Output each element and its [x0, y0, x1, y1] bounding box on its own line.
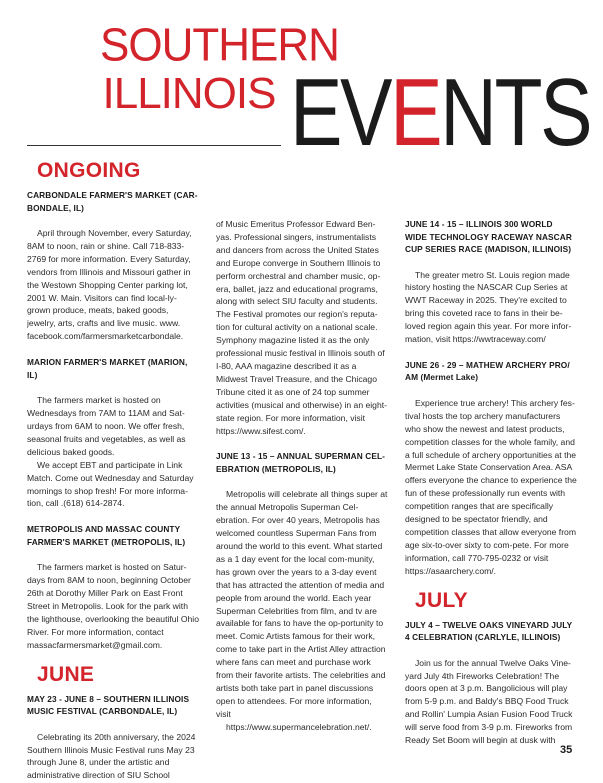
event-body: The greater metro St. Louis region made history hosting the NASCAR Cup Series at WWT Raceway in 2025. They're excited to bring this coveted race to fans in their be-loved region again this year. For more infor-mation, visit https://wwtraceway.com/ — [405, 269, 572, 345]
event-body: Experience true archery! This archery fes-tival hosts the top archery manufacturers who show the newest and latest products, competition classes for the whole family, and a full schedule of archery opportunities at the Mermet Lake State Conservation Area. ASA offers everyone the chance to experience the fun of these professionally run events with competition ranges that are specifically designed to be spectator friendly, and competition classes that allow everyone from age six-to-over sixty to com-pete. For more information, call 770-795-0232 or visit https://asaarchery.com/. — [405, 397, 577, 576]
column-1 — [27, 158, 199, 782]
heading-june: JUNE — [37, 662, 95, 686]
event-title: JULY 4 – TWELVE OAKS VINEYARD JULY 4 CELEBRATION (CARLYLE, ILLINOIS) — [405, 619, 573, 643]
event-body: We accept EBT and participate in Link Match. Come out Wednesday and Saturday mornings to shop fresh! For more informa-tion, call .(618) 614-2874. — [27, 459, 194, 509]
event-title: CARBONDALE FARMER'S MARKET (CAR-BONDALE, IL) — [27, 190, 198, 213]
event-body: The farmers market is hosted on Satur-days from 8AM to noon, beginning October 26th at Dorothy Miller Park on East Front Street in Metropolis. Look for the park with the lighthouse, overlooking the beautiful Ohio River. For more information, contact massacfarmersmarket@gmail.com. — [27, 562, 199, 650]
column-2 — [216, 218, 388, 734]
event-title: MAY 23 - JUNE 8 – SOUTHERN ILLINOIS MUSIC FESTIVAL (CARBONDALE, IL) — [27, 693, 190, 717]
event-body: Celebrating its 20th anniversary, the 2024 Southern Illinois Music Festival runs May 23 through June 8, under the artistic and administrative direction of SIU School — [27, 731, 196, 781]
event-body: April through November, every Saturday, 8AM to noon, rain or shine. Call 718-833-2769 for more information. Every Saturday, vendors from Illinois and Missouri gather in the Westown Shopping Center parking lot, 2001 W. Main. Visitors can find local-ly-grown produce, meats, baked goods, jewelry, arts, crafts and live music. www. facebook.com/farmersmarketcarbondale. — [27, 228, 192, 342]
event-body: Join us for the annual Twelve Oaks Vine-yard July 4th Fireworks Celebration! The doors open at 3 p.m. Bangolicious will play from 5-9 p.m. and Baldy's BBQ Food Truck and Rollin' Lumpia Asian Fusion Food Truck will serve food from 3-9 p.m. Fireworks from Ready Set Boom will begin at dusk with — [405, 657, 573, 746]
event-title: METROPOLIS AND MASSAC COUNTY FARMER'S MARKET (METROPOLIS, IL) — [27, 524, 186, 547]
event-title: MARION FARMER'S MARKET (MARION, IL) — [27, 357, 188, 380]
heading-ongoing: ONGOING — [37, 159, 141, 182]
events-title-part3: NTS — [440, 59, 591, 166]
event-body: The farmers market is hosted on Wednesdays from 7AM to 11AM and Sat-urdays from 6AM to noon. We offer fresh, seasonal fruits and vegetables, as well as delicious baked goods. — [27, 395, 186, 457]
masthead-southern-illinois — [100, 19, 339, 118]
events-title-part1: EV — [290, 59, 391, 166]
heading-july: JULY — [415, 588, 468, 612]
events-title-part2: E — [390, 59, 441, 166]
event-body: Metropolis will celebrate all things super at the annual Metropolis Superman Cel-ebration. For over 40 years, Metropolis has welcomed countless Superman Fans from around the world to this event. What started as a 1 day event for the local com-munity, has grown over the years to a 3-day event that has attracted the attention of media and people from around the world. Each year Superman Celebrities from film, and tv are available for fans to have the op-portunity to meet. Comic Artists famous for their work, come to take part in the Artist Alley attraction where fans can meet and purchase work from their favorite artists. The celebrities and artists both take part in panel discussions open to attendees. For more information, visit — [216, 489, 388, 719]
column-3 — [405, 218, 577, 747]
masthead-line2: ILLINOIS — [102, 69, 276, 118]
event-title: JUNE 26 - 29 – MATHEW ARCHERY PRO/ AM (Mermet Lake) — [405, 359, 570, 383]
event-body: of Music Emeritus Professor Edward Ben-yas. Professional singers, instrumentalists and dancers from across the United States and Europe converge in Southern Illinois to perform orchestral and chamber music, op-era, ballet, jazz and educational programs, along with select SIU faculty and students. The Festival promotes our region's reputa-tion for cultural activity on a national scale. Symphony magazine listed it as the only professional music festival in Illinois south of I-80, AAA magazine described it as a Midwest Travel Treasure, and the Chicago Tribune cited it as one of 24 top summer activities (musical and otherwise) in an eight-state region. For more information, visit https://www.sifest.com/. — [216, 219, 387, 436]
event-title: JUNE 13 - 15 – ANNUAL SUPERMAN CEL-EBRATION (METROPOLIS, IL) — [216, 451, 386, 474]
event-url: https://www.supermancelebration.net/. — [226, 721, 372, 732]
page-number: 35 — [560, 744, 573, 756]
masthead-line1: SOUTHERN — [100, 19, 339, 72]
event-title: JUNE 14 - 15 – ILLINOIS 300 WORLD WIDE TECHNOLOGY RACEWAY NASCAR CUP SERIES RACE (MADISON, ILLINOIS) — [405, 219, 572, 254]
masthead-divider — [27, 145, 281, 146]
events-title — [290, 59, 591, 166]
